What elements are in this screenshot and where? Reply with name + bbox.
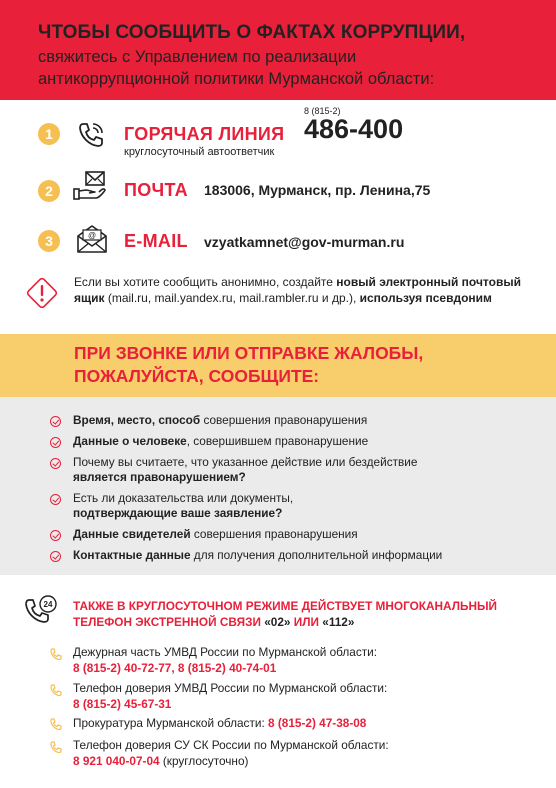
badge-24: 24 (43, 600, 53, 609)
checklist-item-5: Данные свидетелей совершения правонарушения (73, 527, 358, 541)
notice-line1: ПРИ ЗВОНКЕ ИЛИ ОТПРАВКЕ ЖАЛОБЫ, (74, 343, 424, 363)
email-icon (76, 224, 108, 254)
warning-icon (24, 275, 60, 311)
phone-small-icon (50, 718, 62, 730)
checklist-item-3: Почему вы считаете, что указанное действие или бездействие является правонарушением? (73, 455, 418, 484)
header-title: ЧТОБЫ СООБЩИТЬ О ФАКТАХ КОРРУПЦИИ, (38, 22, 466, 43)
check-icon (50, 458, 61, 469)
number-badge-1: 1 (38, 123, 60, 145)
hotline-phone-number[interactable]: 486-400 (304, 114, 404, 144)
anonymous-note (74, 274, 534, 306)
envelope-hand-icon (72, 170, 108, 202)
phone-small-icon (50, 648, 62, 660)
number-badge-3: 3 (38, 230, 60, 252)
number-badge-2: 2 (38, 180, 60, 202)
checklist-item-2: Данные о человеке, совершившем правонарушение (73, 434, 369, 448)
hotline-area-code: 8 (815-2) (304, 106, 341, 116)
check-icon (50, 530, 61, 541)
checklist-item-4: Есть ли доказательства или документы, подтверждающие ваше заявление? (73, 491, 294, 520)
checklist-item-6: Контактные данные для получения дополнительной информации (73, 548, 443, 562)
phone-icon (76, 120, 106, 150)
svg-text:@: @ (87, 231, 97, 240)
notice-line2: ПОЖАЛУЙСТА, СООБЩИТЕ: (74, 366, 320, 386)
phone-24-icon (24, 594, 60, 628)
phone-entry-2: Телефон доверия УМВД России по Мурманской области: 8 (815-2) 45-67-31 (73, 681, 388, 711)
anonymous-text-1: Если вы хотите сообщить анонимно, создайте (74, 275, 337, 289)
header-subtitle-line1: свяжитесь с Управлением по реализации (38, 48, 357, 66)
anonymous-bold-2: используя псевдоним (359, 291, 492, 305)
emergency-title: ТАКЖЕ В КРУГЛОСУТОЧНОМ РЕЖИМЕ ДЕЙСТВУЕТ МНОГОКАНАЛЬНЫЙ ТЕЛЕФОН ЭКСТРЕННОЙ СВЯЗИ «02» ИЛИ «112» (73, 599, 497, 629)
mail-label: ПОЧТА (124, 180, 188, 200)
header-subtitle-line2: антикоррупционной политики Мурманской области: (38, 70, 435, 88)
phone-entry-3: Прокуратура Мурманской области: 8 (815-2) 47-38-08 (73, 716, 367, 730)
check-icon (50, 437, 61, 448)
check-icon (50, 416, 61, 427)
phone-small-icon (50, 741, 62, 753)
anonymous-text-2: (mail.ru, mail.yandex.ru, mail.rambler.ru и др.), (104, 291, 360, 305)
email-label: E-MAIL (124, 231, 188, 251)
check-icon (50, 551, 61, 562)
email-address[interactable]: vzyatkamnet@gov-murman.ru (204, 234, 405, 250)
checklist-item-1: Время, место, способ совершения правонарушения (73, 413, 368, 427)
hotline-note: круглосуточный автоответчик (124, 146, 275, 158)
check-icon (50, 494, 61, 505)
phone-entry-1: Дежурная часть УМВД России по Мурманской области: 8 (815-2) 40-72-77, 8 (815-2) 40-74-01 (73, 645, 378, 675)
mail-address: 183006, Мурманск, пр. Ленина,75 (204, 182, 431, 198)
anonymous-bold-1: новый электронный почтовый ящик (74, 275, 521, 305)
phone-entry-4: Телефон доверия СУ СК России по Мурманской области: 8 921 040-07-04 (круглосуточно) (73, 738, 389, 768)
hotline-label: ГОРЯЧАЯ ЛИНИЯ (124, 124, 285, 144)
phone-small-icon (50, 684, 62, 696)
